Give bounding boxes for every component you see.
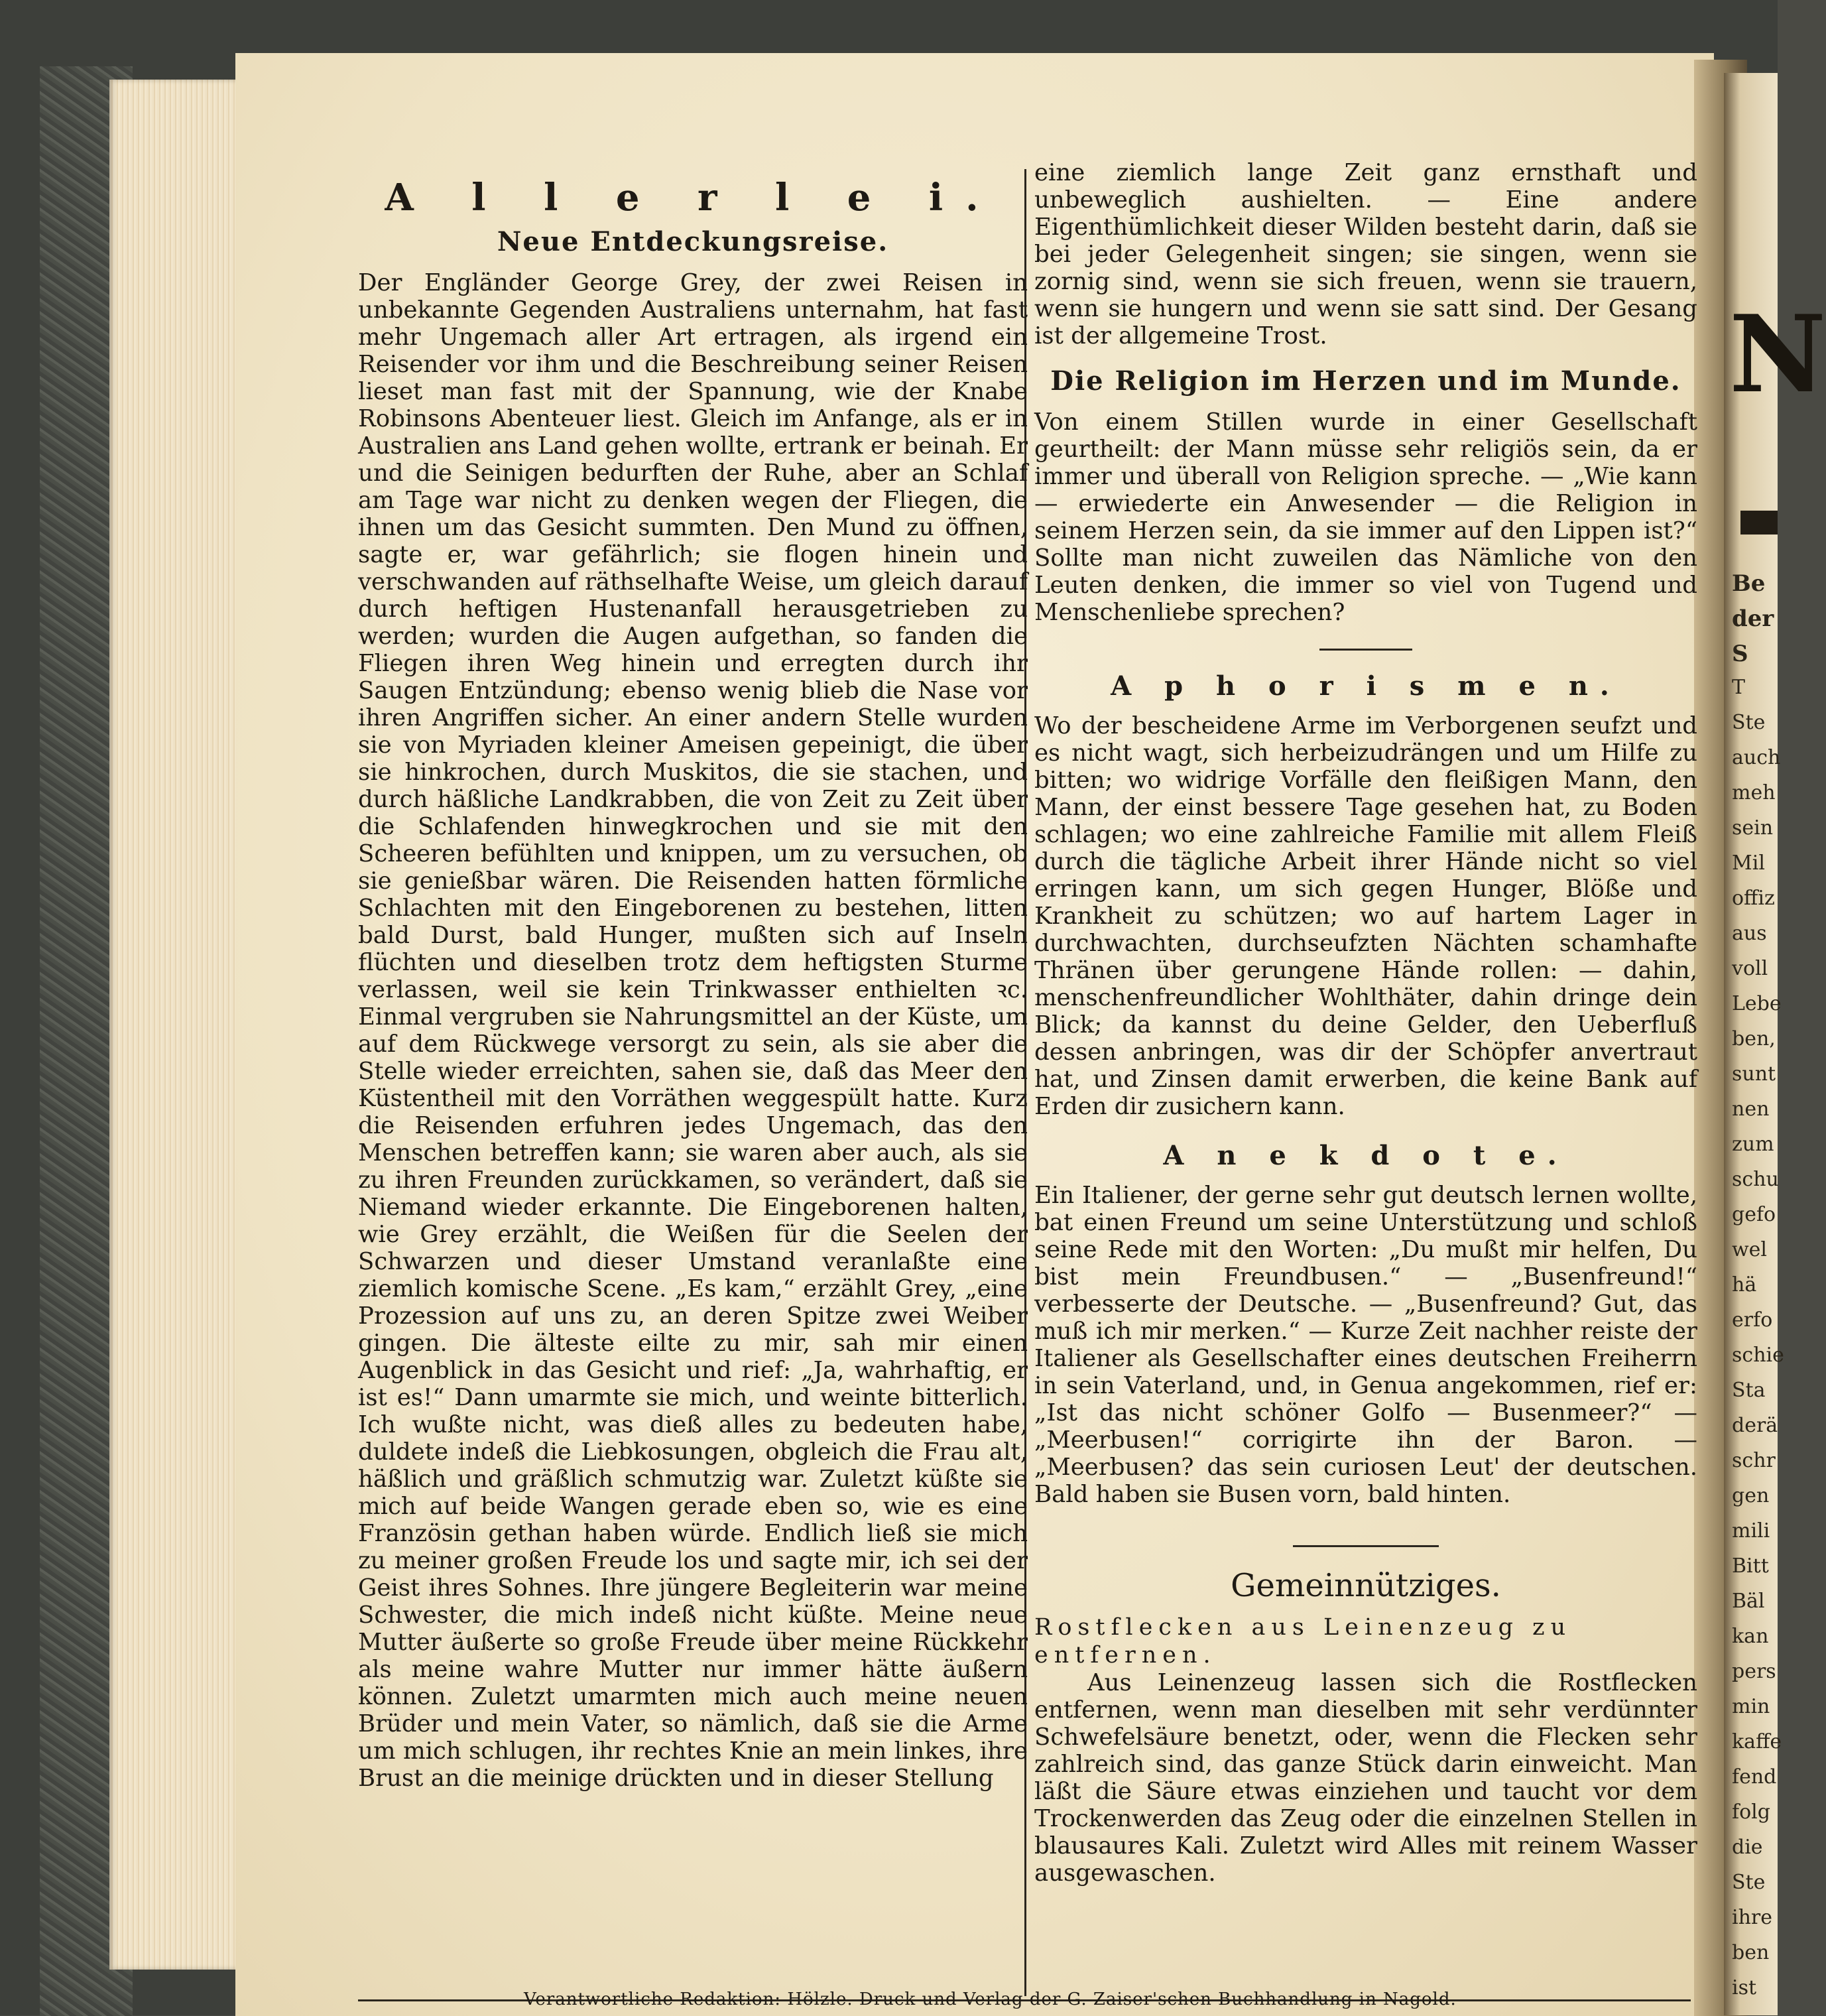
adjacent-page-fragment: mili: [1732, 1519, 1770, 1543]
adjacent-page-fragment: min: [1732, 1695, 1770, 1718]
adjacent-page-fragment: Ste: [1732, 1871, 1766, 1894]
adjacent-page-fragment: folg: [1732, 1800, 1770, 1824]
adjacent-page-fragment: die: [1732, 1836, 1763, 1859]
adjacent-page-fragment: ist: [1732, 1976, 1757, 1999]
adjacent-page-fragment: ben: [1732, 1941, 1770, 1964]
article-text-rostflecken: Aus Leinenzeug lassen sich die Rostflecken entfernen, wenn man dieselben mit sehr verdünnter Schwefelsäure benetzt, oder, wenn die Flecken sehr zahlreich sind, das ganze Stück darin einweicht. Man läßt die Säure etwas einziehen und taucht vor dem Trockenwerden das Zeug oder die einzelnen Stellen in blausaures Kali. Zuletzt wird Alles mit reinem Wasser ausgewaschen.: [1034, 1669, 1697, 1887]
article-text-religion: Von einem Stillen wurde in einer Gesellschaft geurtheilt: der Mann müsse sehr religiös sein, da er immer und überall von Religion spreche. — „Wie kann — erwiederte ein Anwesender — die Religion in seinem Herzen sein, da sie immer auf den Lippen ist?“ Sollte man nicht zuweilen das Nämliche von den Leuten denken, die immer so viel von Tugend und Menschenliebe sprechen?: [1034, 409, 1697, 626]
adjacent-page-fragment: kan: [1732, 1625, 1769, 1648]
adjacent-page-rule: [1740, 511, 1778, 535]
adjacent-page-fragment: fend: [1732, 1765, 1777, 1789]
adjacent-page-fragment: sunt: [1732, 1062, 1776, 1086]
adjacent-page-fragment: Mil: [1732, 851, 1765, 875]
adjacent-page-fragment: schie: [1732, 1344, 1784, 1367]
article-title-religion: Die Religion im Herzen und im Munde.: [1050, 365, 1681, 397]
adjacent-page-fragment: Sta: [1732, 1379, 1766, 1402]
article-text-aphorismen: Wo der bescheidene Arme im Verborgenen seufzt und es nicht wagt, sich herbeizudrängen und um Hilfe zu bitten; wo widrige Vorfälle den fleißigen Mann, den Mann, der einst bessere Tage gesehen hat, zu Boden schlagen; wo eine zahlreiche Familie mit allem Fleiß durch die tägliche Arbeit ihrer Hände nicht so viel erringen kann, um sich gegen Hunger, Blöße und Krankheit zu schützen; wo auf hartem Lager in durchwachten, durchseufzten Nächten schamhafte Thränen über gerungene Hände rollen: — dahin, menschenfreundlicher Wohlthäter, dahin dringe dein Blick; da kannst du deine Gelder, den Ueberfluß dessen anbringen, was dir der Schöpfer anvertraut hat, und Zinsen damit erwerben, die keine Bank auf Erden dir zusichern kann.: [1034, 712, 1697, 1120]
adjacent-page-fragment: S: [1732, 641, 1748, 667]
adjacent-page-fragment: Be: [1732, 570, 1766, 597]
adjacent-page-fragment: ben,: [1732, 1027, 1776, 1050]
adjacent-page-big-letter: N: [1729, 292, 1826, 416]
adjacent-page-fragment: gefo: [1732, 1203, 1776, 1226]
adjacent-page-fragment: T: [1732, 676, 1746, 699]
adjacent-page-fragment: schr: [1732, 1449, 1776, 1472]
adjacent-page-fragment: offiz: [1732, 887, 1775, 910]
article-subtitle-rostflecken: Rostflecken aus Leinenzeug zu entfernen.: [1034, 1614, 1572, 1669]
separator-rule: [1319, 649, 1412, 651]
adjacent-page-fragment: pers: [1732, 1660, 1776, 1683]
article-title-entdeckungsreise: Neue Entdeckungsreise.: [497, 226, 889, 257]
article-text-entdeckungsreise: Der Engländer George Grey, der zwei Reisen in unbekannte Gegenden Australiens unternahm, hat fast mehr Ungemach aller Art ertragen, als irgend ein Reisender vor ihm und die Beschreibung seiner Reisen lieset man fast mit der Spannung, wie der Knabe Robinsons Abenteuer liest. Gleich im Anfange, als er in Australien ans Land gehen wollte, ertrank er beinah. Er und die Seinigen bedurften der Ruhe, aber an Schlaf am Tage war nicht zu denken wegen der Fliegen, die ihnen um das Gesicht summten. Den Mund zu öffnen, sagte er, war gefährlich; sie flogen hinein und verschwanden auf räthselhafte Weise, um gleich darauf durch heftigen Hustenanfall herausgetrieben zu werden; wurden die Augen aufgethan, so fanden die Fliegen ihren Weg hinein und erregten durch ihr Saugen Entzündung; ebenso wenig blieb die Nase vor ihren Angriffen sicher. An einer andern Stelle wurden sie von Myriaden kleiner Ameisen gepeinigt, die über sie hinkrochen, durch Muskitos, die sie stachen, und durch häßliche Landkrabben, die von Zeit zu Zeit über die Schlafenden hinwegkrochen und sie mit den Scheeren befühlten und knippen, um zu versuchen, ob sie genießbar wären. Die Reisenden hatten förmliche Schlachten mit den Eingeborenen zu bestehen, litten bald Durst, bald Hunger, mußten sich auf Inseln flüchten und dieselben trotz dem heftigsten Sturme verlassen, weil sie kein Trinkwasser enthielten ꝛc. Einmal vergruben sie Nahrungsmittel an der Küste, um auf dem Rückwege versorgt zu sein, als sie aber die Stelle wieder erreichten, sahen sie, daß das Meer den Küstentheil mit den Vorräthen weggespült hatte. Kurz die Reisenden erfuhren jedes Ungemach, das den Menschen betreffen kann; sie waren aber auch, als sie zu ihren Freunden zurückkamen, so verändert, daß sie Niemand wieder erkannte. Die Eingeborenen halten, wie Grey erzählt, die Weißen für die Seelen der Schwarzen und dieser Umstand veranlaßte eine ziemlich komische Scene. „Es kam,“ erzählt Grey, „eine Prozession auf uns zu, an deren Spitze zwei Weiber gingen. Die älteste eilte zu mir, sah mir einen Augenblick in das Gesicht und rief: „Ja, wahrhaftig, er ist es!“ Dann umarmte sie mich, und weinte bitterlich. Ich wußte nicht, was dieß alles zu bedeuten habe, duldete indeß die Liebkosungen, obgleich die Frau alt, häßlich und gräßlich schmutzig war. Zuletzt küßte sie mich auf beide Wangen gerade eben so, wie es eine Französin gethan haben würde. Endlich ließ sie mich zu meiner großen Freude los und sagte mir, ich sei der Geist ihres Sohnes. Ihre jüngere Begleiterin war meine Schwester, die mich indeß nicht küßte. Meine neue Mutter äußerte so große Freude über meine Rückkehr als meine wahre Mutter nur immer hätte äußern können. Zuletzt umarmten mich auch meine neuen Brüder und mein Vater, so nämlich, daß sie die Arme um mich schlugen, ihr rechtes Knie an mein linkes, ihre Brust an die meinige drückten und in dieser Stellung: [358, 269, 1028, 1792]
adjacent-page-fragment: wel: [1732, 1238, 1768, 1261]
article-text-entdeckungsreise-continued: eine ziemlich lange Zeit ganz ernsthaft und unbeweglich aushielten. — Eine andere Eigenthümlichkeit dieser Wilden besteht darin, daß sie bei jeder Gelegenheit singen; sie singen, wenn sie zornig sind, wenn sie sich freuen, wenn sie trauern, wenn sie hungern und wenn sie satt sind. Der Gesang ist der allgemeine Trost.: [1034, 159, 1697, 349]
adjacent-page-fragment: schu: [1732, 1168, 1779, 1191]
adjacent-page-fragment: der: [1732, 605, 1774, 632]
adjacent-page-fragment: sein: [1732, 816, 1774, 840]
adjacent-page-fragment: erfo: [1732, 1308, 1773, 1332]
adjacent-page-fragment: aus: [1732, 922, 1767, 945]
separator-rule: [1293, 1545, 1439, 1547]
adjacent-page-fragment: derä: [1732, 1414, 1778, 1437]
adjacent-page-fragment: voll: [1732, 957, 1768, 980]
page-stack-edges: [109, 80, 242, 1970]
adjacent-page-fragment: ihre: [1732, 1906, 1773, 1929]
adjacent-page-fragment: Ste: [1732, 711, 1766, 734]
article-title-aphorismen: A p h o r i s m e n.: [1111, 670, 1621, 702]
article-text-anekdote: Ein Italiener, der gerne sehr gut deutsch lernen wollte, bat einen Freund um seine Unterstützung und schloß seine Rede mit den Worten: „Du mußt mir helfen, Du bist mein Freundbusen.“ — „Busenfreund!“ verbesserte der Deutsche. — „Busenfreund? Gut, das muß ich mir merken.“ — Kurze Zeit nachher reiste der Italiener als Gesellschafter eines deutschen Freiherrn in sein Vaterland, und, in Genua angekommen, rief er: „Ist das nicht schöner Golfo — Busenmeer?“ — „Meerbusen!“ corrigirte ihn der Baron. — „Meerbusen? das sein curiosen Leut' der deutschen. Bald haben sie Busen vorn, bald hinten.: [1034, 1182, 1697, 1508]
adjacent-page-fragment: zum: [1732, 1133, 1774, 1156]
article-title-anekdote: A n e k d o t e.: [1163, 1140, 1569, 1171]
section-title: A l l e r l e i.: [385, 176, 1001, 220]
adjacent-page-fragment: gen: [1732, 1484, 1770, 1507]
adjacent-page-fragment: auch: [1732, 746, 1781, 769]
adjacent-page-fragment: Bitt: [1732, 1554, 1769, 1578]
adjacent-page-fragment: Lebe: [1732, 992, 1782, 1015]
right-column: [1034, 159, 1697, 1887]
adjacent-page-fragment: kaffe: [1732, 1730, 1782, 1753]
adjacent-page-fragment: nen: [1732, 1098, 1770, 1121]
adjacent-page-fragment: Bäl: [1732, 1590, 1765, 1613]
adjacent-page-fragment: hä: [1732, 1273, 1757, 1296]
adjacent-page-fragment: meh: [1732, 781, 1776, 804]
left-column: [358, 159, 1028, 1792]
article-title-gemeinnuetziges: Gemeinnütziges.: [1231, 1567, 1501, 1604]
imprint-footer: Verantwortliche Redaktion: Hölzle. Druck und Verlag der G. Zaiser'schen Buchhandlung in Nagold.: [524, 1989, 1457, 2009]
